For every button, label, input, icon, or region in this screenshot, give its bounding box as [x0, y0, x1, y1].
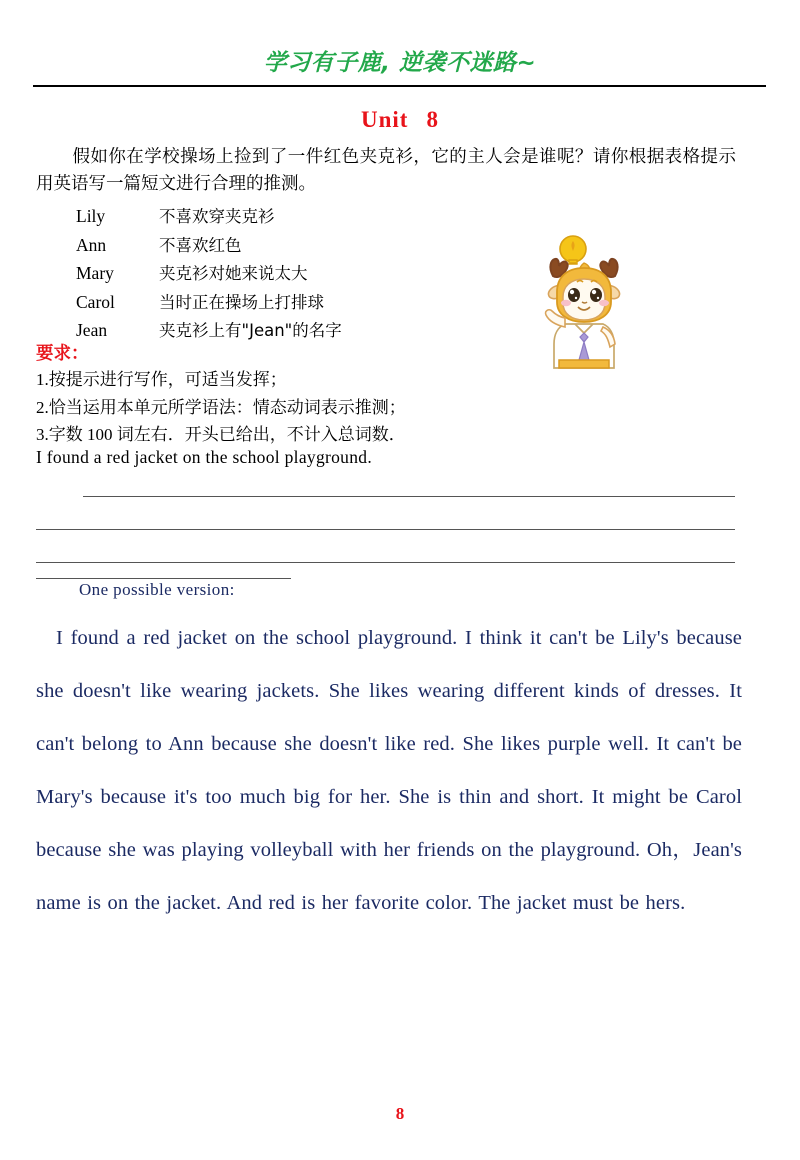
- blank-writing-line: [83, 496, 735, 497]
- page-number: 8: [395, 1104, 405, 1123]
- lightbulb-icon: [560, 236, 586, 264]
- deer-mascot-icon: [525, 232, 643, 370]
- clue-description: 夹克衫对她来说太大: [159, 264, 308, 283]
- clue-description: 不喜欢红色: [159, 235, 242, 255]
- answer-essay: [36, 612, 742, 930]
- clue-name: Ann: [76, 234, 107, 255]
- blank-writing-line: [36, 529, 735, 530]
- table-row: [76, 289, 496, 318]
- unit-number: 8: [426, 107, 439, 132]
- table-row: [76, 232, 496, 261]
- brand-header: [0, 44, 800, 77]
- blank-writing-line: [36, 578, 291, 579]
- prompt-paragraph: [36, 143, 736, 197]
- starter-sentence: I found a red jacket on the school playground.: [36, 447, 372, 467]
- requirements-label: 要求：: [36, 344, 89, 364]
- header-divider: [33, 85, 766, 87]
- blank-writing-line: [36, 562, 735, 563]
- clue-description: 夹克衫上有"Jean"的名字: [159, 321, 342, 340]
- answer-label: One possible version:: [79, 580, 235, 599]
- requirements-list: [36, 366, 596, 449]
- page-title: [0, 107, 800, 133]
- table-row: [76, 317, 496, 346]
- clue-description: 当时正在操场上打排球: [159, 292, 324, 312]
- unit-word: Unit: [361, 107, 409, 132]
- list-item: 3.字数 100 词左右．开头已给出，不计入总词数．: [36, 425, 406, 444]
- clue-table: [76, 203, 496, 346]
- list-item: 1.按提示进行写作，可适当发挥；: [36, 370, 287, 389]
- clue-name: Mary: [76, 263, 114, 283]
- table-row: [76, 203, 496, 232]
- list-item: 2.恰当运用本单元所学语法：情态动词表示推测；: [36, 397, 406, 417]
- clue-name: Carol: [76, 291, 115, 312]
- answer-essay-text: I found a red jacket on the school playground. I think it can't be Lily's because she doesn't like wearing jackets. She likes wearing different kinds of dresses. It can't belong to Ann because she doesn't like red. She likes purple well. It can't be Mary's because it's too much big for her. She is thin and short. It might be Carol because she was playing volleyball with her friends on the playground. Oh，Jean's name is on the jacket. And red is her favorite color. The jacket must be hers.: [36, 627, 742, 914]
- brand-title: 学习有子鹿, 逆袭不迷路~: [263, 50, 537, 76]
- clue-name: Lily: [76, 206, 106, 226]
- clue-description: 不喜欢穿夹克衫: [159, 207, 275, 226]
- clue-name: Jean: [76, 320, 108, 340]
- table-row: [76, 260, 496, 289]
- prompt-text: 假如你在学校操场上捡到了一件红色夹克衫，它的主人会是谁呢？请你根据表格提示用英语写一篇短文进行合理的推测。: [36, 146, 736, 193]
